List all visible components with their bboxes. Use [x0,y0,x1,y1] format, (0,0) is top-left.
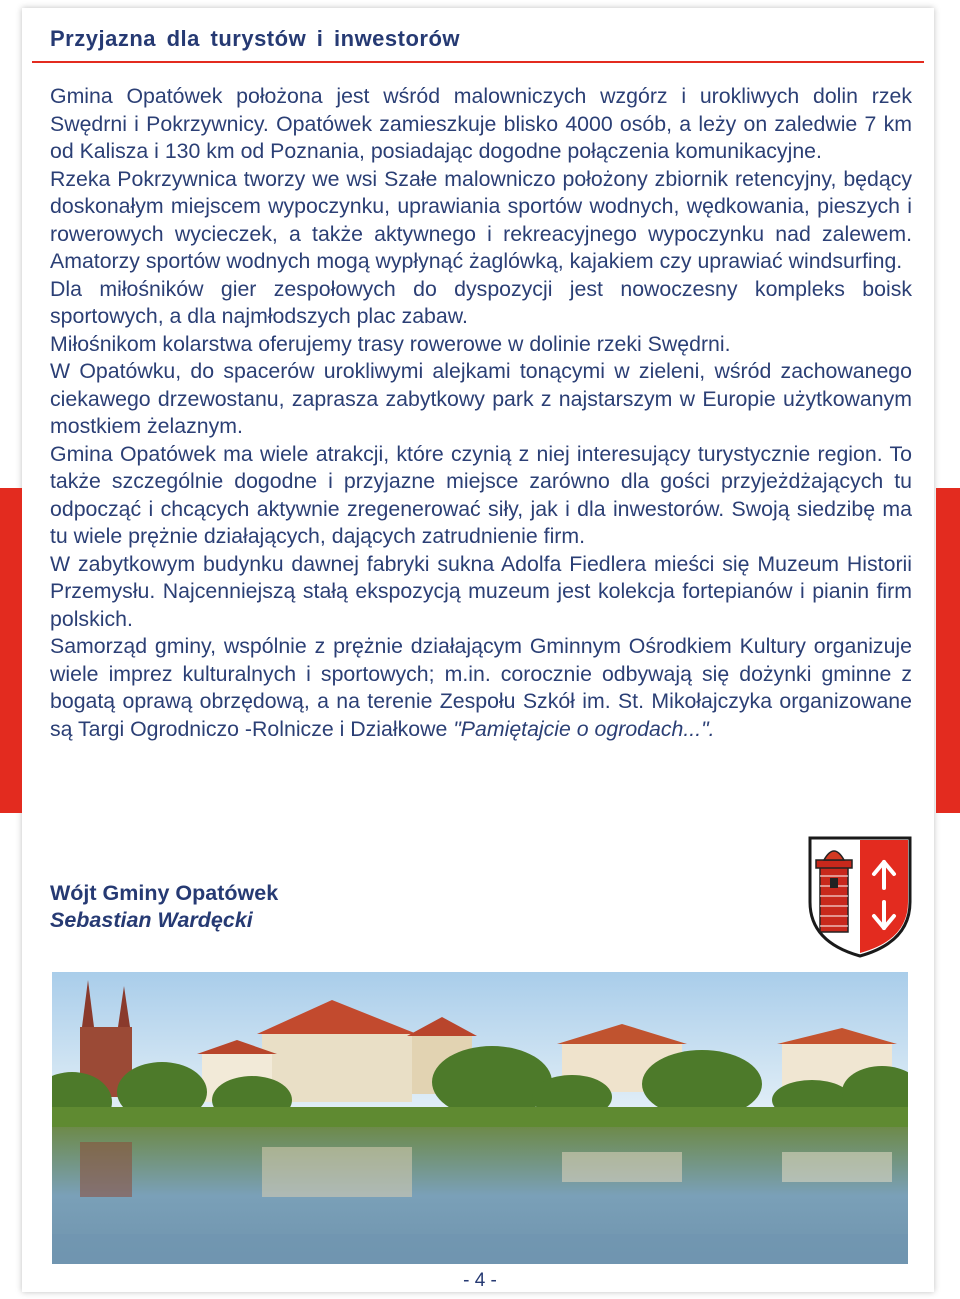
signature [50,880,278,934]
page-title: Przyjazna dla turystów i inwestorów [50,26,461,51]
paragraph-quote: "Pamiętajcie o ogrodach...". [453,716,715,741]
left-red-bar [0,488,22,813]
paragraph-text: Samorząd gminy, wspólnie z prężnie działającym Gminnym Ośrodkiem Kultury organizuje wiele imprez kulturalnych i sportowych; m.in. corocznie odbywają się dożynki gminne z bogatą oprawą obrzędową, a na terenie Zespołu Szkół im. St. Mikołajczyka organizowane są Targi Ogrodniczo -Rolnicze i Działkowe [50,634,912,741]
coat-of-arms-icon [806,832,914,960]
paragraph: Gmina Opatówek położona jest wśród malowniczych wzgórz i urokliwych dolin rzek Swędrni i Pokrzywnicy. Opatówek zamieszkuje blisko 4000 osób, a leży on zaledwie 7 km od Kalisza i 130 km od Poznania, posiadając dogodne połączenia komunikacyjne. [50,84,912,163]
paragraph-last [50,633,912,743]
right-red-bar [936,488,960,813]
paragraph: Rzeka Pokrzywnica tworzy we wsi Szałe malowniczo położony zbiornik retencyjny, będący doskonałym miejscem wypoczynku, uprawiania sportów wodnych, wędkowania, pieszych i rowerowych wycieczek, a także aktywnego i rekreacyjnego wypoczynku nad zalewem. Amatorzy sportów wodnych mogą wypłynąć żaglówką, kajakiem czy uprawiać windsurfing. [50,166,912,273]
page-number: - 4 - [463,1270,497,1291]
paragraph: W zabytkowym budynku dawnej fabryki sukna Adolfa Fiedlera mieści się Muzeum Historii Przemysłu. Najcenniejszą stałą ekspozycją muzeum jest kolekcja fortepianów i pianin firm polskich. [50,551,912,631]
town-riverside-photo [52,972,908,1264]
title-divider [32,61,924,63]
paragraph: Gmina Opatówek ma wiele atrakcji, które czynią z niej interesujący turystycznie region. To także szczególnie dogodne i przyjazne miejsce zarówno dla gości przyjeżdżających tu odpocząć i chcących aktywnie zregenerować siły, jak i dla inwestorów. Swoją siedzibę ma tu wiele prężnie działających, dających zatrudnienie firm. [50,441,912,548]
signature-role: Wójt Gminy Opatówek [50,881,279,905]
article-body [50,83,912,743]
paragraph: Dla miłośników gier zespołowych do dyspozycji jest nowoczesny kompleks boisk sportowych, a dla najmłodszych plac zabaw. [50,276,912,328]
paragraph: W Opatówku, do spacerów urokliwymi alejkami tonącymi w zieleni, wśród zachowanego ciekawego drzewostanu, zaprasza zabytkowy park z najstarszym w Europie użytkowanym mostkiem żelaznym. [50,359,912,438]
paragraph: Miłośnikom kolarstwa oferujemy trasy rowerowe w dolinie rzeki Swędrni. [50,331,731,356]
signature-name: Sebastian Wardęcki [50,908,253,932]
